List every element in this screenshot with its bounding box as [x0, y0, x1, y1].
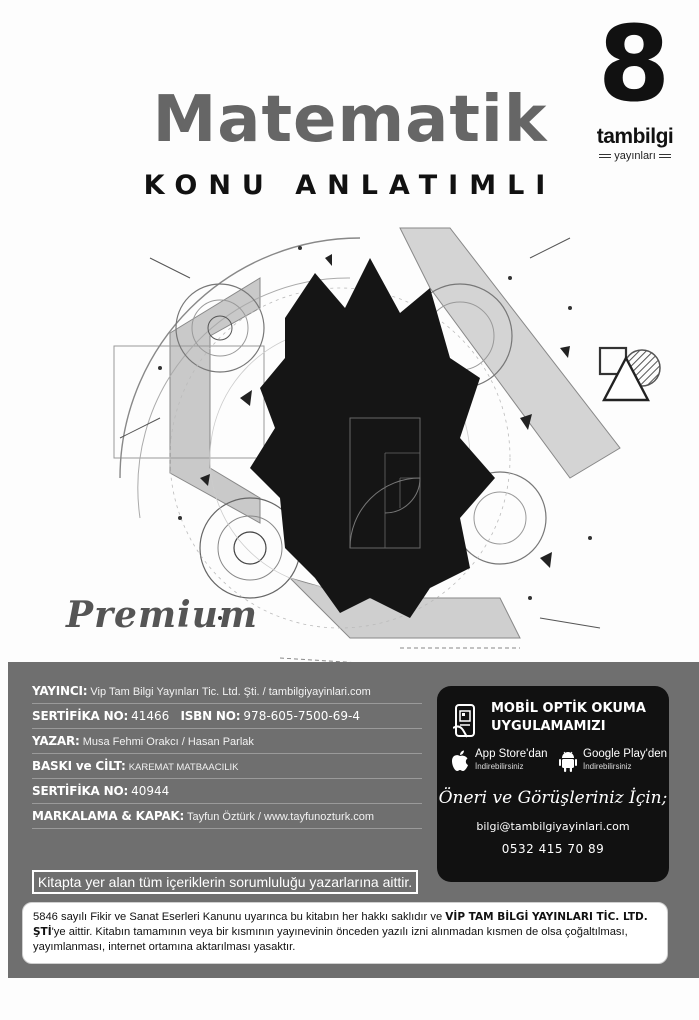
store-sub: İndirebilirsiniz: [475, 762, 524, 771]
imprint-row-printing-certificate: [32, 780, 422, 804]
phone-scan-icon: [453, 704, 479, 738]
publisher-subtitle: yayınları: [590, 149, 680, 163]
copyright-text-before: 5846 sayılı Fikir ve Sanat Eserleri Kanunu uyarınca bu kitabın her hakkı saklıdır ve: [33, 911, 446, 923]
contact-email[interactable]: bilgi@tambilgiyayinlari.com: [476, 820, 630, 833]
imprint-row-branding: [32, 805, 422, 829]
publisher-logo: [590, 126, 680, 163]
imprint-value: Vip Tam Bilgi Yayınları Tic. Ltd. Şti. / tambilgiyayinlari.com: [90, 686, 371, 698]
book-title: Matematik: [152, 83, 548, 157]
app-store-link[interactable]: [451, 748, 555, 774]
publisher-name: tambilgi: [596, 125, 674, 148]
copyright-company: VİP TAM BİLGİ YAYINLARI TİC. LTD. ŞTİ: [33, 911, 648, 938]
store-name: Google Play'den: [583, 748, 668, 760]
imprint-label: YAZAR:: [32, 734, 80, 748]
book-subtitle: KONU ANLATIMLI: [143, 170, 557, 201]
grade-number: 8: [597, 3, 669, 125]
imprint-value: 978-605-7500-69-4: [243, 709, 360, 723]
premium-label: Premium: [66, 594, 258, 636]
app-title-line-2: UYGULAMAMIZI: [491, 719, 606, 734]
store-name: App Store'dan: [475, 748, 548, 760]
app-title: [491, 700, 661, 736]
geometry-shapes-icon: [596, 344, 666, 406]
imprint-label: SERTİFİKA NO:: [32, 784, 129, 798]
imprint-value: Tayfun Öztürk / www.tayfunozturk.com: [186, 811, 375, 823]
imprint-row-certificate-isbn: [32, 705, 422, 729]
app-header: [447, 698, 659, 742]
imprint-label: ISBN NO:: [180, 709, 241, 723]
imprint-row-author: [32, 730, 422, 754]
imprint-value: KAREMAT MATBAACILIK: [128, 762, 239, 773]
android-icon: [559, 750, 577, 772]
imprint-value: Musa Fehmi Orakcı / Hasan Parlak: [82, 736, 254, 748]
imprint-value: 40944: [131, 784, 170, 798]
imprint-label: YAYINCI:: [32, 684, 88, 698]
copyright-text-after: 'ye aittir. Kitabın tamamının veya bir kısmının yayınevinin önceden yazılı izni alınmadan kısmen de olsa çoğaltılması, yayımlanması, internet ortamına aktarılması yasaktır.: [33, 926, 628, 953]
app-title-line-1: MOBİL OPTİK OKUMA: [491, 701, 646, 716]
imprint-label: BASKI ve CİLT:: [32, 759, 126, 773]
imprint-row-printing: [32, 755, 422, 779]
feedback-title: Öneri ve Görüşleriniz İçin;: [438, 788, 668, 808]
apple-icon: [451, 750, 469, 772]
imprint-row-publisher: [32, 680, 422, 704]
contact-phone[interactable]: 0532 415 70 89: [501, 842, 605, 856]
store-links: [451, 748, 668, 774]
imprint-label: MARKALAMA & KAPAK:: [32, 809, 185, 823]
google-play-link[interactable]: [559, 748, 668, 774]
responsibility-notice: Kitapta yer alan tüm içeriklerin sorumluluğu yazarlarına aittir.: [32, 870, 418, 894]
imprint-value: 41466: [131, 709, 170, 723]
copyright-notice: [22, 902, 668, 964]
store-sub: İndirebilirsiniz: [583, 762, 632, 771]
mobile-app-box: [437, 686, 669, 882]
imprint-list: [32, 680, 422, 830]
imprint-label: SERTİFİKA NO:: [32, 709, 129, 723]
